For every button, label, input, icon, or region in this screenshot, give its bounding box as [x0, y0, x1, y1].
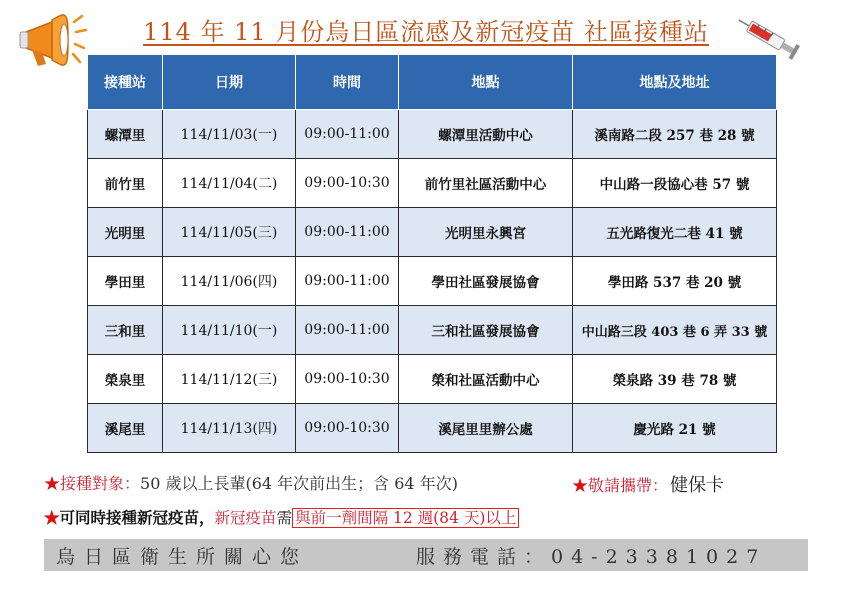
column-header-time: 時間 [296, 55, 399, 110]
station-cell: 光明里 [88, 208, 163, 257]
address-cell: 榮泉路 39 巷 78 號 [573, 355, 777, 404]
address-cell: 學田路 537 巷 20 號 [573, 257, 777, 306]
interval-requirement: 與前一劑間隔 12 週(84 天)以上 [292, 508, 519, 528]
address-cell: 慶光路 21 號 [573, 404, 777, 453]
time-cell: 09:00-11:00 [296, 208, 399, 257]
combo-text: 可同時接種新冠疫苗， [59, 508, 215, 527]
time-cell: 09:00-10:30 [296, 159, 399, 208]
table-row [88, 355, 777, 404]
address-cell: 五光路復光二巷 41 號 [573, 208, 777, 257]
date-cell: 114/11/04(二) [163, 159, 296, 208]
place-cell: 三和社區發展協會 [399, 306, 573, 355]
eligibility-value: 50 歲以上長輩(64 年次前出生；含 64 年次) [140, 474, 458, 493]
station-cell: 螺潭里 [88, 110, 163, 159]
station-cell: 前竹里 [88, 159, 163, 208]
station-cell: 溪尾里 [88, 404, 163, 453]
time-cell: 09:00-10:30 [296, 404, 399, 453]
time-cell: 09:00-11:00 [296, 306, 399, 355]
eligibility-note [44, 471, 458, 494]
covid-vaccine-label: 新冠疫苗 [214, 509, 277, 527]
footer-bar [44, 539, 808, 571]
table-row [88, 208, 777, 257]
place-cell: 溪尾里里辦公處 [399, 404, 573, 453]
table-row [88, 404, 777, 453]
table-row [88, 159, 777, 208]
address-cell: 中山路一段協心巷 57 號 [573, 159, 777, 208]
time-cell: 09:00-11:00 [296, 257, 399, 306]
place-cell: 榮和社區活動中心 [399, 355, 573, 404]
table-row [88, 306, 777, 355]
bring-note [572, 471, 724, 497]
table-row [88, 110, 777, 159]
footer-phone: 服務電話：04-23381027 [416, 546, 767, 568]
address-cell: 溪南路二段 257 巷 28 號 [573, 110, 777, 159]
table-row [88, 257, 777, 306]
footer-care-message: 烏日區衛生所關心您 [56, 546, 309, 568]
place-cell: 學田社區發展協會 [399, 257, 573, 306]
star-icon: ★ [44, 508, 60, 527]
place-cell: 光明里永興宮 [399, 208, 573, 257]
date-cell: 114/11/06(四) [163, 257, 296, 306]
place-cell: 螺潭里活動中心 [399, 110, 573, 159]
time-cell: 09:00-10:30 [296, 355, 399, 404]
column-header-place: 地點 [399, 55, 573, 110]
date-cell: 114/11/05(三) [163, 208, 296, 257]
star-icon: ★ [44, 474, 61, 493]
date-cell: 114/11/10(一) [163, 306, 296, 355]
station-cell: 學田里 [88, 257, 163, 306]
combo-mid-text: 需 [276, 509, 293, 527]
date-cell: 114/11/13(四) [163, 404, 296, 453]
column-header-station: 接種站 [88, 55, 163, 110]
eligibility-label: 接種對象： [60, 474, 141, 493]
date-cell: 114/11/03(一) [163, 110, 296, 159]
column-header-date: 日期 [163, 55, 296, 110]
place-cell: 前竹里社區活動中心 [399, 159, 573, 208]
time-cell: 09:00-11:00 [296, 110, 399, 159]
date-cell: 114/11/12(三) [163, 355, 296, 404]
vaccination-schedule-table [87, 54, 777, 453]
page-title: 114 年 11 月份烏日區流感及新冠疫苗 社區接種站 [143, 18, 709, 46]
address-cell: 中山路三段 403 巷 6 弄 33 號 [573, 306, 777, 355]
station-cell: 榮泉里 [88, 355, 163, 404]
covid-interval-note [44, 506, 519, 528]
bring-value: 健保卡 [670, 475, 725, 496]
star-icon: ★ [572, 476, 589, 495]
station-cell: 三和里 [88, 306, 163, 355]
table-header-row [88, 55, 777, 110]
column-header-address: 地點及地址 [573, 55, 777, 110]
bring-label: 敬請攜帶： [588, 476, 669, 495]
